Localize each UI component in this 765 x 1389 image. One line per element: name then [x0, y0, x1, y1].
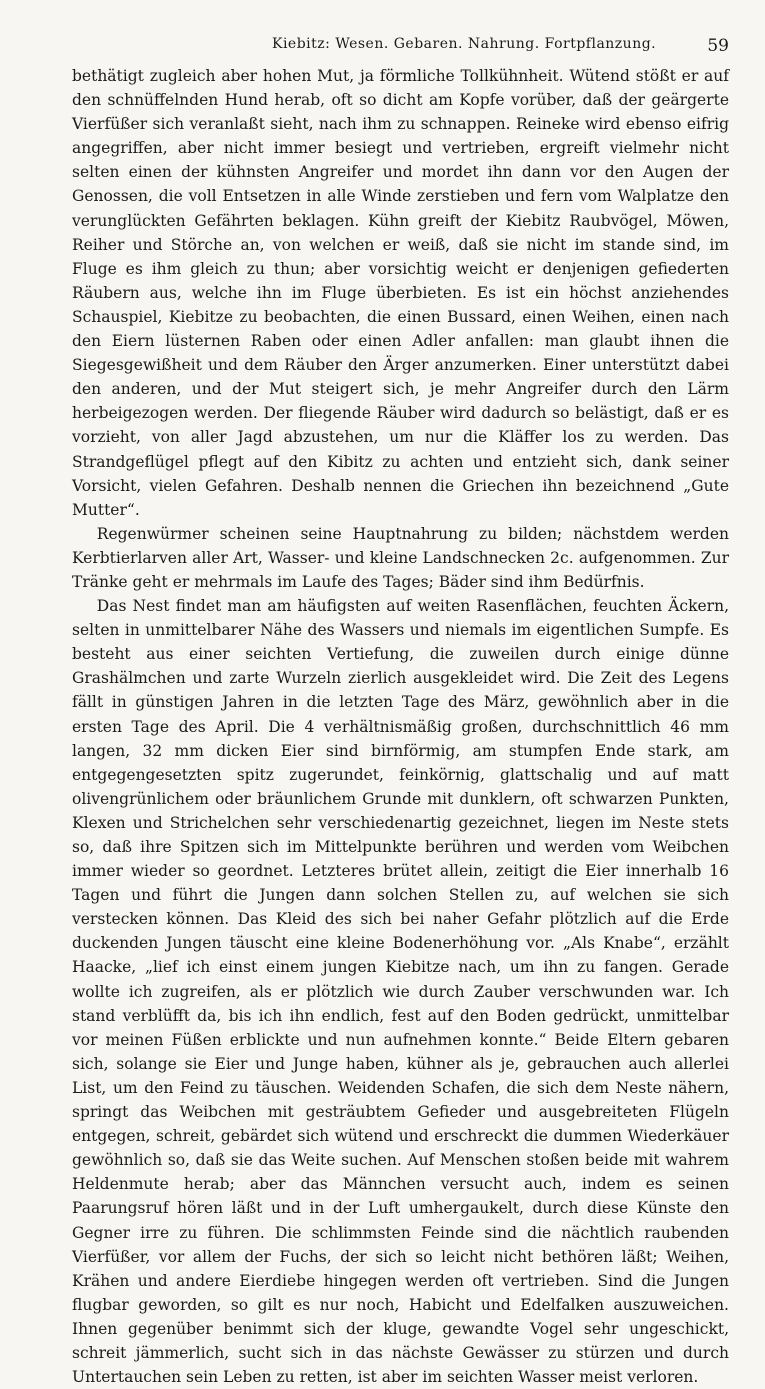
body-text [72, 64, 729, 1389]
running-head: Kiebitz: Wesen. Gebaren. Nahrung. Fortpflanzung. [272, 36, 657, 52]
page-number: 59 [707, 36, 729, 56]
paragraph-nest: Das Nest findet man am häufigsten auf weiten Rasenflächen, feuchten Äckern, selten in unmittelbarer Nähe des Wassers und niemals im eigentlichen Sumpfe. Es besteht aus einer seichten Vertiefung, die zuweilen durch einige dünne Grashälmchen und zarte Wurzeln zierlich ausgekleidet wird. Die Zeit des Legens fällt in günstigen Jahren in die letzten Tage des März, gewöhnlich aber in die ersten Tage des April. Die 4 verhältnismäßig großen, durchschnittlich 46 mm langen, 32 mm dicken Eier sind birnförmig, am stumpfen Ende stark, am entgegengesetzten spitz zugerundet, feinkörnig, glattschalig und auf matt olivengrünlichem oder bräunlichem Grunde mit dunklern, oft schwarzen Punkten, Klexen und Strichelchen sehr verschiedenartig gezeichnet, liegen im Neste stets so, daß ihre Spitzen sich im Mittelpunkte berühren und werden vom Weibchen immer wieder so geordnet. Letzteres brütet allein, zeitigt die Eier innerhalb 16 Tagen und führt die Jungen dann solchen Stellen zu, auf welchen sie sich verstecken können. Das Kleid des sich bei naher Gefahr plötzlich auf die Erde duckenden Jungen täuscht eine kleine Bodenerhöhung vor. „Als Knabe“, erzählt Haacke, „lief ich einst einem jungen Kiebitze nach, um ihn zu fangen. Gerade wollte ich zugreifen, als er plötzlich wie durch Zauber verschwunden war. Ich stand verblüfft da, bis ich ihn endlich, fest auf den Boden gedrückt, unmittelbar vor meinen Füßen erblickte und nun aufnehmen konnte.“ Beide Eltern gebaren sich, solange sie Eier und Junge haben, kühner als je, gebrauchen auch allerlei List, um den Feind zu täuschen. Weidenden Schafen, die sich dem Neste nähern, springt das Weibchen mit gesträubtem Gefieder und ausgebreiteten Flügeln entgegen, schreit, gebärdet sich wütend und erschreckt die dummen Wiederkäuer gewöhnlich so, daß sie das Weite suchen. Auf Menschen stoßen beide mit wahrem Heldenmute herab; aber das Männchen versucht auch, indem es seinen Paarungsruf hören läßt und in der Luft umhergaukelt, durch diese Künste den Gegner irre zu führen. Die schlimmsten Feinde sind die nächtlich raubenden Vierfüßer, vor allem der Fuchs, der sich so leicht nicht bethören läßt; Weihen, Krähen und andere Eierdiebe hingegen werden oft vertrieben. Sind die Jungen flugbar geworden, so gilt es nur noch, Habicht und Edelfalken auszuweichen. Ihnen gegenüber benimmt sich der kluge, gewandte Vogel sehr ungeschickt, schreit jämmerlich, sucht sich in das nächste Gewässer zu stürzen und durch Untertauchen sein Leben zu retten, ist aber im seichten Wasser meist verloren. [72, 597, 729, 1387]
page-header [72, 30, 729, 64]
paragraph-courage: bethätigt zugleich aber hohen Mut, ja förmliche Tollkühnheit. Wütend stößt er auf den schnüffelnden Hund herab, oft so dicht am Kopfe vorüber, daß der geärgerte Vierfüßer sich veranlaßt sieht, nach ihm zu schnappen. Reineke wird ebenso eifrig angegriffen, aber nicht immer besiegt und vertrieben, ergreift vielmehr nicht selten einen der kühnsten Angreifer und mordet ihn dann vor den Augen der Genossen, die voll Entsetzen in alle Winde zerstieben und fern vom Walplatze den verunglückten Gefährten beklagen. Kühn greift der Kiebitz Raubvögel, Möwen, Reiher und Störche an, von welchen er weiß, daß sie nicht im stande sind, im Fluge es ihm gleich zu thun; aber vorsichtig weicht er denjenigen gefiederten Räubern aus, welche ihn im Fluge überbieten. Es ist ein höchst anziehendes Schauspiel, Kiebitze zu beobachten, die einen Bussard, einen Weihen, einen nach den Eiern lüsternen Raben oder einen Adler anfallen: man glaubt ihnen die Siegesgewißheit und dem Räuber den Ärger anzumerken. Einer unterstützt dabei den anderen, und der Mut steigert sich, je mehr Angreifer durch den Lärm herbeigezogen werden. Der fliegende Räuber wird dadurch so belästigt, daß er es vorzieht, von aller Jagd abzustehen, um nur die Kläffer los zu werden. Das Strandgeflügel pflegt auf den Kibitz zu achten und entzieht sich, dank seiner Vorsicht, vielen Gefahren. Deshalb nennen die Griechen ihn bezeichnend „Gute Mutter“. [72, 67, 729, 519]
paragraph-food: Regenwürmer scheinen seine Hauptnahrung zu bilden; nächstdem werden Kerbtierlarven aller Art, Wasser- und kleine Landschnecken 2c. aufgenommen. Zur Tränke geht er mehrmals im Laufe des Tages; Bäder sind ihm Bedürfnis. [72, 524, 729, 591]
